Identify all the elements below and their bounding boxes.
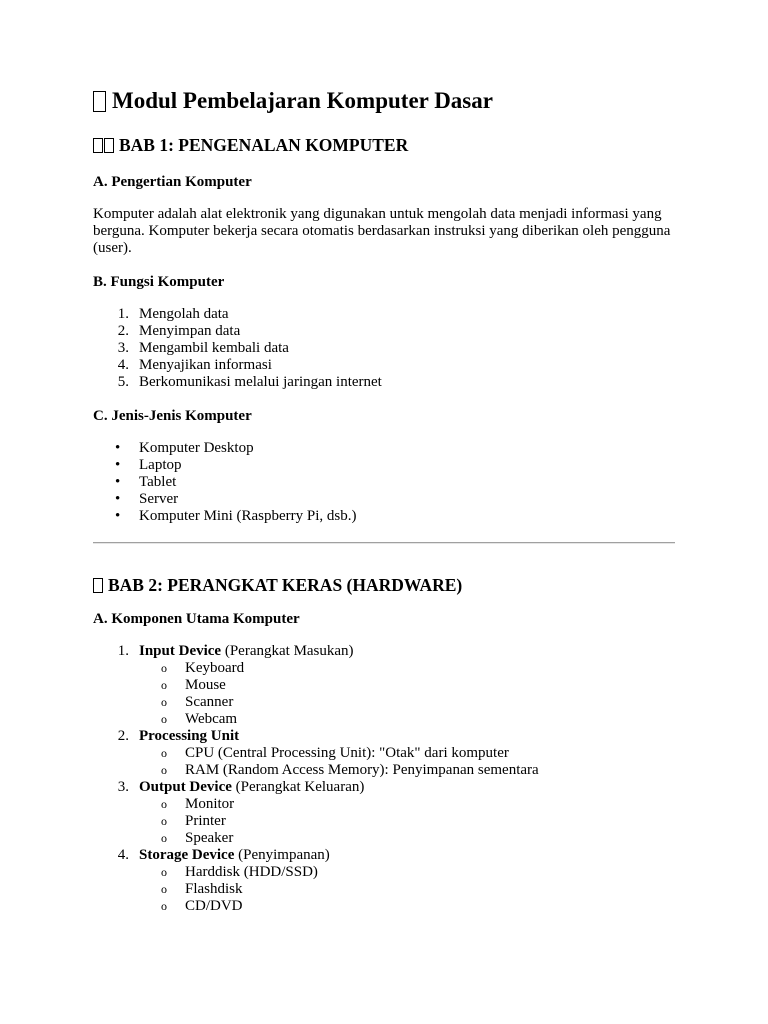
- circle-bullet-icon: o: [161, 814, 167, 828]
- sub-list-item: [139, 677, 683, 694]
- sub-list: [139, 796, 683, 847]
- circle-bullet-icon: o: [161, 797, 167, 811]
- bullet-icon: •: [115, 508, 121, 524]
- circle-bullet-icon: o: [161, 763, 167, 777]
- circle-bullet-icon: o: [161, 831, 167, 845]
- text-span: CPU (Central Processing Unit): "Otak" dari komputer: [185, 745, 509, 761]
- bab2-heading: [93, 574, 683, 596]
- text-span: Menyajikan informasi: [139, 357, 272, 373]
- document-title: [93, 86, 683, 116]
- group-note: (Perangkat Masukan): [224, 643, 354, 659]
- text-span: 3.: [117, 340, 129, 356]
- sub-list-item: [139, 711, 683, 728]
- text-span: Webcam: [185, 711, 238, 727]
- text-span: 1.: [117, 643, 129, 659]
- text-span: Mengambil kembali data: [139, 340, 289, 356]
- text-span: 1.: [117, 306, 129, 322]
- missing-glyph-icon: [93, 138, 103, 153]
- missing-glyph-icon: [93, 578, 103, 593]
- list-item: [93, 779, 683, 847]
- sub-list-item: [139, 864, 683, 881]
- text-span: Scanner: [185, 694, 234, 710]
- text-span: CD/DVD: [185, 898, 243, 914]
- bab1-c-heading: C. Jenis-Jenis Komputer: [93, 408, 252, 424]
- document-page: [93, 86, 683, 915]
- text-span: 4.: [117, 847, 129, 863]
- circle-bullet-icon: o: [161, 882, 167, 896]
- list-item: [93, 728, 683, 779]
- section-divider: [93, 542, 675, 544]
- list-item: [93, 491, 683, 508]
- bullet-icon: •: [115, 440, 121, 456]
- circle-bullet-icon: o: [161, 865, 167, 879]
- sub-list: [139, 660, 683, 728]
- document-title-text: Modul Pembelajaran Komputer Dasar: [112, 88, 493, 113]
- bullet-icon: •: [115, 457, 121, 473]
- text-span: 2.: [117, 323, 129, 339]
- text-span: Tablet: [139, 474, 177, 490]
- text-span: Mengolah data: [139, 306, 229, 322]
- jenis-list: [93, 440, 683, 525]
- list-item: [93, 340, 683, 357]
- list-item: [93, 374, 683, 391]
- text-span: Komputer Mini (Raspberry Pi, dsb.): [139, 508, 357, 524]
- text-span: Server: [139, 491, 179, 507]
- bullet-icon: •: [115, 491, 121, 507]
- text-span: Monitor: [185, 796, 235, 812]
- sub-list-item: [139, 660, 683, 677]
- text-span: Flashdisk: [185, 881, 243, 897]
- group-label: Input Device: [139, 643, 222, 659]
- text-span: Komputer Desktop: [139, 440, 254, 456]
- text-span: Keyboard: [185, 660, 245, 676]
- bab1-a-heading: A. Pengertian Komputer: [93, 174, 252, 190]
- group-label: Output Device: [139, 779, 232, 795]
- text-span: 5.: [117, 374, 129, 390]
- sub-list: [139, 745, 683, 779]
- list-item: [93, 357, 683, 374]
- list-item: [93, 847, 683, 915]
- sub-list-item: [139, 830, 683, 847]
- sub-list-item: [139, 796, 683, 813]
- sub-list-item: [139, 813, 683, 830]
- text-span: Berkomunikasi melalui jaringan internet: [139, 374, 382, 390]
- list-item: [93, 474, 683, 491]
- text-span: 2.: [117, 728, 129, 744]
- missing-glyph-icon: [93, 91, 106, 112]
- text-span: Speaker: [185, 830, 234, 846]
- list-item: [93, 440, 683, 457]
- list-item: [93, 306, 683, 323]
- circle-bullet-icon: o: [161, 695, 167, 709]
- group-label: Storage Device: [139, 847, 235, 863]
- text-span: Harddisk (HDD/SSD): [185, 864, 318, 880]
- sub-list-item: [139, 898, 683, 915]
- text-span: Laptop: [139, 457, 182, 473]
- sub-list-item: [139, 745, 683, 762]
- missing-glyph-icon: [104, 138, 114, 153]
- sub-list-item: [139, 762, 683, 779]
- bab2-a-heading: A. Komponen Utama Komputer: [93, 611, 300, 627]
- list-item: [93, 457, 683, 474]
- group-note: (Penyimpanan): [238, 847, 330, 863]
- komponen-list: [93, 643, 683, 915]
- text-span: 3.: [117, 779, 129, 795]
- list-item: [93, 643, 683, 728]
- bullet-icon: •: [115, 474, 121, 490]
- circle-bullet-icon: o: [161, 661, 167, 675]
- sub-list: [139, 864, 683, 915]
- circle-bullet-icon: o: [161, 678, 167, 692]
- circle-bullet-icon: o: [161, 899, 167, 913]
- fungsi-list: [93, 306, 683, 391]
- circle-bullet-icon: o: [161, 712, 167, 726]
- bab1-heading-text: BAB 1: PENGENALAN KOMPUTER: [119, 135, 409, 155]
- list-item: [93, 508, 683, 525]
- sub-list-item: [139, 694, 683, 711]
- text-span: Menyimpan data: [139, 323, 241, 339]
- text-span: RAM (Random Access Memory): Penyimpanan sementara: [185, 762, 539, 778]
- bab1-a-paragraph: Komputer adalah alat elektronik yang digunakan untuk mengolah data menjadi informasi yang berguna. Komputer bekerja secara otomatis berdasarkan instruksi yang diberikan oleh pengguna (user).: [93, 206, 671, 256]
- text-span: Mouse: [185, 677, 226, 693]
- circle-bullet-icon: o: [161, 746, 167, 760]
- list-item: [93, 323, 683, 340]
- bab1-heading: [93, 134, 683, 156]
- bab2-heading-text: BAB 2: PERANGKAT KERAS (HARDWARE): [108, 575, 463, 595]
- bab1-b-heading: B. Fungsi Komputer: [93, 274, 225, 290]
- group-label: Processing Unit: [139, 728, 240, 744]
- text-span: Printer: [185, 813, 226, 829]
- text-span: 4.: [117, 357, 129, 373]
- sub-list-item: [139, 881, 683, 898]
- group-note: (Perangkat Keluaran): [235, 779, 365, 795]
